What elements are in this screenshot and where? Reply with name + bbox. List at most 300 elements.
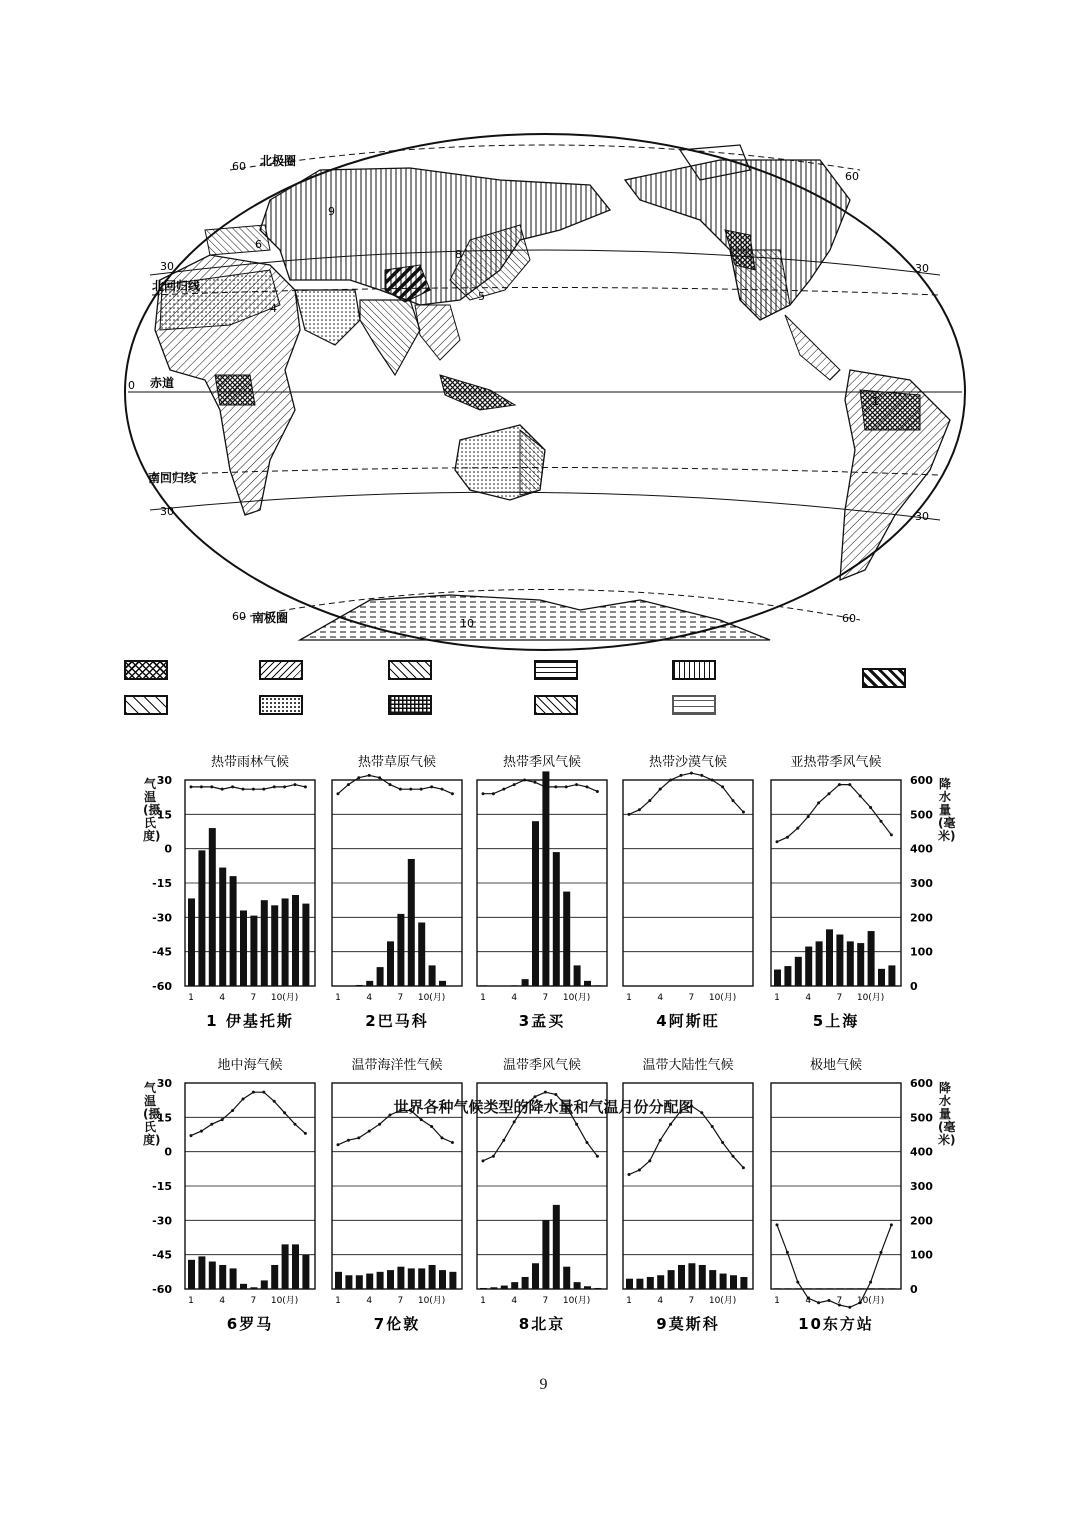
precip-bar [647, 1277, 654, 1289]
temp-point [786, 836, 789, 839]
precip-bar [292, 895, 299, 986]
precip-bar [429, 965, 436, 986]
month-tick-label: 1 [480, 1296, 486, 1306]
temp-point [828, 1299, 831, 1302]
precip-bar [774, 970, 781, 986]
precip-bar [282, 1244, 289, 1289]
temp-point [304, 785, 307, 788]
temp-point [337, 1143, 340, 1146]
temp-point [513, 783, 516, 786]
month-tick-label: 7 [397, 1296, 404, 1306]
month-tick-label: 10(月) [856, 1296, 885, 1306]
precip-bar [429, 1265, 436, 1289]
precip-bar [397, 1267, 404, 1289]
chart-title: 亚热带季风气候 [790, 755, 882, 770]
month-tick-label: 7 [250, 1296, 257, 1306]
temp-point [389, 783, 392, 786]
temp-point [502, 1139, 505, 1142]
precip-bar [511, 1282, 518, 1289]
precip-bar [826, 1288, 833, 1289]
temp-point [357, 776, 360, 779]
month-tick-label: 4 [219, 993, 226, 1003]
temp-point [880, 820, 883, 823]
temp-point [502, 788, 505, 791]
precip-axis-label-top: 降水量(毫米) [938, 777, 956, 843]
month-tick-label: 4 [219, 1296, 226, 1306]
temp-point [807, 815, 810, 818]
temp-tick-label: 30 [156, 1077, 172, 1090]
lat-60-left: 60 [232, 160, 246, 173]
temp-point [441, 788, 444, 791]
temp-point [732, 1155, 735, 1158]
precip-bar [377, 1272, 384, 1289]
chart-title: 温带季风气候 [502, 1058, 582, 1073]
precip-bar [418, 922, 425, 986]
lat-60s-left: 60 [232, 610, 246, 623]
precip-bar [542, 1220, 549, 1289]
month-tick-label: 10(月) [270, 993, 299, 1003]
chart-caption: 9莫斯科 [656, 1315, 720, 1333]
chart-title: 热带沙漠气候 [648, 755, 728, 770]
legend-swatch-7 [124, 695, 168, 715]
precip-bar [366, 1274, 373, 1289]
temp-point [575, 1123, 578, 1126]
temp-point [648, 799, 651, 802]
legend-swatch-10 [534, 695, 578, 715]
temp-point [347, 783, 350, 786]
month-tick-label: 7 [688, 1296, 695, 1306]
temp-axis-label-top: 气温(摄氏度) [143, 777, 161, 843]
precip-bar [377, 967, 384, 986]
temp-point [596, 1155, 599, 1158]
temp-point [659, 788, 662, 791]
precip-tick-label: 100 [910, 1248, 933, 1262]
month-tick-label: 1 [774, 1296, 780, 1306]
precip-bar [501, 1286, 508, 1289]
month-tick-label: 10(月) [417, 993, 446, 1003]
legend-swatch-6 [862, 668, 906, 688]
precip-bar [709, 1270, 716, 1289]
precip-bar [584, 1286, 591, 1289]
month-tick-label: 7 [397, 993, 404, 1003]
temp-point [210, 1123, 213, 1126]
temp-point [690, 772, 693, 775]
temp-tick-label: -30 [152, 911, 172, 925]
precip-bar [408, 859, 415, 986]
precip-bar [730, 1275, 737, 1289]
temp-point [648, 1159, 651, 1162]
legend-swatch-5 [672, 660, 716, 680]
temp-point [776, 840, 779, 843]
temp-point [294, 1123, 297, 1126]
legend-swatch-3 [388, 660, 432, 680]
precip-bar [574, 1282, 581, 1289]
precip-bar [480, 985, 487, 986]
month-tick-label: 10(月) [562, 993, 591, 1003]
precip-bar [563, 1267, 570, 1289]
lat-60s-right: 60 [842, 612, 856, 625]
temp-point [628, 1173, 631, 1176]
temp-point [544, 785, 547, 788]
precip-bar [449, 1272, 456, 1289]
month-tick-label: 10(月) [270, 1296, 299, 1306]
precip-bar [805, 1288, 812, 1289]
precip-tick-label: 600 [910, 1077, 933, 1090]
chart-caption: 4阿斯旺 [656, 1012, 720, 1030]
temp-axis-label-bottom: 气温(摄氏度) [143, 1081, 161, 1147]
precip-tick-label: 400 [910, 842, 933, 856]
month-tick-label: 10(月) [708, 1296, 737, 1306]
temp-point [190, 1134, 193, 1137]
precip-bar [836, 935, 843, 987]
temp-tick-label: -15 [152, 1180, 172, 1193]
precip-bar [805, 947, 812, 986]
precip-bar [261, 1280, 268, 1289]
temp-point [638, 1168, 641, 1171]
region-6-label: 6 [255, 238, 262, 251]
temp-point [869, 1281, 872, 1284]
precip-tick-label: 200 [910, 911, 933, 925]
chart-title: 热带雨林气候 [210, 755, 290, 770]
temp-tick-label: -60 [152, 1283, 172, 1296]
temp-point [838, 783, 841, 786]
temp-point [368, 774, 371, 777]
precip-bar [387, 1270, 394, 1289]
precip-bar [795, 1288, 802, 1289]
month-tick-label: 7 [250, 993, 257, 1003]
temp-point [828, 792, 831, 795]
precip-bar [292, 1244, 299, 1289]
precip-tick-label: 500 [910, 1111, 933, 1125]
precip-axis-label-bottom: 降水量(毫米) [938, 1081, 956, 1147]
month-tick-label: 4 [805, 1296, 812, 1306]
precip-bar [868, 1288, 875, 1289]
precip-bar [240, 1284, 247, 1289]
temp-point [534, 781, 537, 784]
temp-point [721, 1141, 724, 1144]
precip-tick-label: 0 [910, 980, 918, 993]
temp-point [252, 788, 255, 791]
month-tick-label: 7 [836, 1296, 843, 1306]
precip-bar [553, 852, 560, 986]
temp-point [554, 785, 557, 788]
antarctic-circle-label: 南极圈 [252, 611, 289, 625]
month-tick-label: 7 [542, 993, 549, 1003]
temp-point [378, 1123, 381, 1126]
chart-caption: 10东方站 [798, 1315, 874, 1333]
temp-point [441, 1136, 444, 1139]
month-tick-label: 1 [188, 1296, 194, 1306]
month-tick-label: 7 [688, 993, 695, 1003]
legend-swatch-9 [388, 695, 432, 715]
temp-point [869, 806, 872, 809]
precip-tick-label: 500 [910, 808, 933, 822]
temp-point [399, 788, 402, 791]
chart-title: 热带草原气候 [357, 755, 437, 770]
temp-tick-label: 0 [164, 842, 172, 856]
precip-bar [271, 1265, 278, 1289]
temp-point [451, 1141, 454, 1144]
precip-bar [366, 981, 373, 986]
region-9-label: 9 [328, 205, 335, 218]
temp-point [420, 788, 423, 791]
legend-swatch-1 [124, 660, 168, 680]
chart-caption: 8北京 [518, 1315, 566, 1333]
region-10-label: 10 [460, 617, 474, 630]
temp-point [231, 785, 234, 788]
temp-point [242, 788, 245, 791]
precip-tick-label: 100 [910, 945, 933, 959]
temp-point [742, 1166, 745, 1169]
precip-bar [522, 1277, 529, 1289]
temp-point [817, 1301, 820, 1304]
precip-bar [261, 900, 268, 986]
temp-point [680, 774, 683, 777]
temp-point [565, 785, 568, 788]
precip-bar [198, 1256, 205, 1289]
temp-tick-label: -45 [152, 945, 172, 959]
temp-point [368, 1130, 371, 1133]
temp-line [629, 773, 743, 814]
precip-bar [532, 821, 539, 986]
temp-line [483, 780, 597, 794]
chart-title: 极地气候 [809, 1058, 863, 1073]
chart-caption: 6罗马 [226, 1315, 274, 1333]
region-4-label: 4 [270, 302, 277, 315]
precip-bar [563, 892, 570, 986]
temp-point [596, 790, 599, 793]
temp-point [742, 811, 745, 814]
temp-point [890, 833, 893, 836]
precip-bar [847, 1288, 854, 1289]
temp-point [347, 1139, 350, 1142]
figure-title: 世界各种气候类型的降水量和气温月份分配图 [393, 1098, 694, 1116]
month-tick-label: 10(月) [856, 993, 885, 1003]
temp-point [628, 813, 631, 816]
temp-point [786, 1251, 789, 1254]
precip-bar [490, 1287, 497, 1289]
chart-caption: 2巴马科 [365, 1012, 429, 1030]
month-tick-label: 4 [511, 1296, 518, 1306]
temp-point [796, 1281, 799, 1284]
legend-swatch-2 [259, 660, 303, 680]
precip-bar [282, 898, 289, 986]
month-tick-label: 4 [657, 993, 664, 1003]
temp-point [848, 1306, 851, 1309]
precip-bar [522, 979, 529, 986]
temp-point [586, 785, 589, 788]
precip-bar [335, 1272, 342, 1289]
precip-bar [868, 931, 875, 986]
temp-point [544, 1091, 547, 1094]
temp-point [357, 1136, 360, 1139]
temp-point [880, 1251, 883, 1254]
precip-bar [387, 941, 394, 986]
lat-30-right: 30 [915, 262, 929, 275]
temp-point [221, 1118, 224, 1121]
temp-point [659, 1139, 662, 1142]
precip-bar [668, 1270, 675, 1289]
equator-label: 赤道 [150, 376, 175, 390]
precip-bar [250, 1287, 257, 1289]
temp-line [777, 785, 891, 842]
temp-point [451, 792, 454, 795]
temp-point [337, 792, 340, 795]
temp-tick-label: -30 [152, 1214, 172, 1228]
temp-point [638, 808, 641, 811]
precip-bar [418, 1268, 425, 1289]
lat-30s-left: 30 [160, 505, 174, 518]
lat-60-right: 60 [845, 170, 859, 183]
temp-point [776, 1223, 779, 1226]
precip-bar [439, 981, 446, 986]
precip-bar [826, 929, 833, 986]
temp-line [338, 775, 452, 793]
temp-point [482, 792, 485, 795]
precip-tick-label: 300 [910, 1180, 933, 1193]
precip-bar [594, 1288, 601, 1289]
temp-point [523, 779, 526, 782]
legend-swatch-4 [534, 660, 578, 680]
temp-point [190, 785, 193, 788]
world-climate-map [120, 130, 970, 655]
month-tick-label: 10(月) [562, 1296, 591, 1306]
region-8-label: 8 [455, 248, 462, 261]
temp-tick-label: 15 [156, 808, 172, 822]
temp-point [513, 1120, 516, 1123]
temp-point [711, 779, 714, 782]
chart-caption: 3孟买 [518, 1012, 566, 1030]
precip-bar [816, 1288, 823, 1289]
precip-bar [345, 1275, 352, 1289]
month-tick-label: 4 [511, 993, 518, 1003]
temp-point [848, 783, 851, 786]
tropic-cancer-label: 北回归线 [152, 279, 201, 293]
precip-bar [198, 850, 205, 986]
temp-point [420, 1118, 423, 1121]
temp-tick-label: 30 [156, 774, 172, 787]
tropic-capricorn-label: 南回归线 [148, 471, 197, 485]
precip-bar [250, 916, 257, 986]
chart-title: 地中海气候 [217, 1058, 283, 1073]
precip-bar [188, 1260, 195, 1289]
month-tick-label: 7 [542, 1296, 549, 1306]
temp-tick-label: -15 [152, 877, 172, 890]
precip-bar [209, 828, 216, 986]
temp-point [859, 795, 862, 798]
temp-point [711, 1125, 714, 1128]
temp-point [430, 785, 433, 788]
month-tick-label: 4 [805, 993, 812, 1003]
arctic-circle-label: 北极圈 [260, 154, 297, 168]
precip-bar [356, 1275, 363, 1289]
month-tick-label: 1 [480, 993, 486, 1003]
temp-point [732, 799, 735, 802]
month-tick-label: 10(月) [417, 1296, 446, 1306]
temp-point [262, 788, 265, 791]
temp-point [817, 801, 820, 804]
temp-point [890, 1223, 893, 1226]
chart-title: 温带大陆性气候 [642, 1058, 734, 1073]
month-tick-label: 4 [657, 1296, 664, 1306]
chart-caption: 7伦敦 [373, 1315, 421, 1333]
precip-bar [699, 1265, 706, 1289]
month-tick-label: 1 [188, 993, 194, 1003]
lat-30-left: 30 [160, 260, 174, 273]
precip-bar [230, 1268, 237, 1289]
precip-bar [836, 1288, 843, 1289]
precip-bar [740, 1277, 747, 1289]
precip-bar [553, 1205, 560, 1289]
month-tick-label: 7 [836, 993, 843, 1003]
precip-bar [636, 1279, 643, 1289]
temp-tick-label: 0 [164, 1145, 172, 1159]
temp-point [304, 1132, 307, 1135]
lat-0-label: 0 [128, 379, 135, 392]
precip-bar [784, 1288, 791, 1289]
month-tick-label: 10(月) [708, 993, 737, 1003]
precip-bar [302, 1255, 309, 1289]
temp-tick-label: 15 [156, 1111, 172, 1125]
temp-point [294, 783, 297, 786]
precip-bar [784, 966, 791, 986]
precip-bar [511, 985, 518, 986]
temp-point [378, 776, 381, 779]
precip-tick-label: 400 [910, 1145, 933, 1159]
temp-point [200, 785, 203, 788]
temp-point [210, 785, 213, 788]
temp-point [273, 785, 276, 788]
chart-title: 温带海洋性气候 [351, 1058, 443, 1073]
precip-bar [584, 981, 591, 986]
precip-bar [657, 1275, 664, 1289]
temp-point [586, 1141, 589, 1144]
lat-30s-right: 30 [915, 510, 929, 523]
legend-swatch-11 [672, 695, 716, 715]
precip-bar [688, 1263, 695, 1289]
legend-swatch-8 [259, 695, 303, 715]
precip-bar [188, 898, 195, 986]
precip-bar [626, 1279, 633, 1289]
page-number: 9 [539, 1376, 548, 1393]
region-1-label: 1 [872, 395, 879, 408]
temp-line [777, 1225, 891, 1307]
chart-title: 热带季风气候 [502, 755, 582, 770]
month-tick-label: 1 [335, 1296, 341, 1306]
temp-tick-label: -60 [152, 980, 172, 993]
month-tick-label: 4 [366, 1296, 373, 1306]
precip-bar [888, 1288, 895, 1289]
temp-point [283, 785, 286, 788]
chart-caption: 1 伊基托斯 [206, 1012, 294, 1030]
precip-bar [209, 1262, 216, 1289]
month-tick-label: 1 [626, 993, 632, 1003]
temp-point [409, 788, 412, 791]
precip-tick-label: 0 [910, 1283, 918, 1296]
temp-point [252, 1091, 255, 1094]
chart-caption: 5上海 [812, 1012, 860, 1030]
precip-bar [219, 1265, 226, 1289]
precip-bar [816, 941, 823, 986]
precip-bar [542, 771, 549, 986]
precip-bar [230, 876, 237, 986]
temp-point [200, 1130, 203, 1133]
precip-bar [857, 1288, 864, 1289]
temp-point [721, 785, 724, 788]
precip-bar [795, 957, 802, 986]
precip-bar [720, 1274, 727, 1289]
precip-tick-label: 600 [910, 774, 933, 787]
